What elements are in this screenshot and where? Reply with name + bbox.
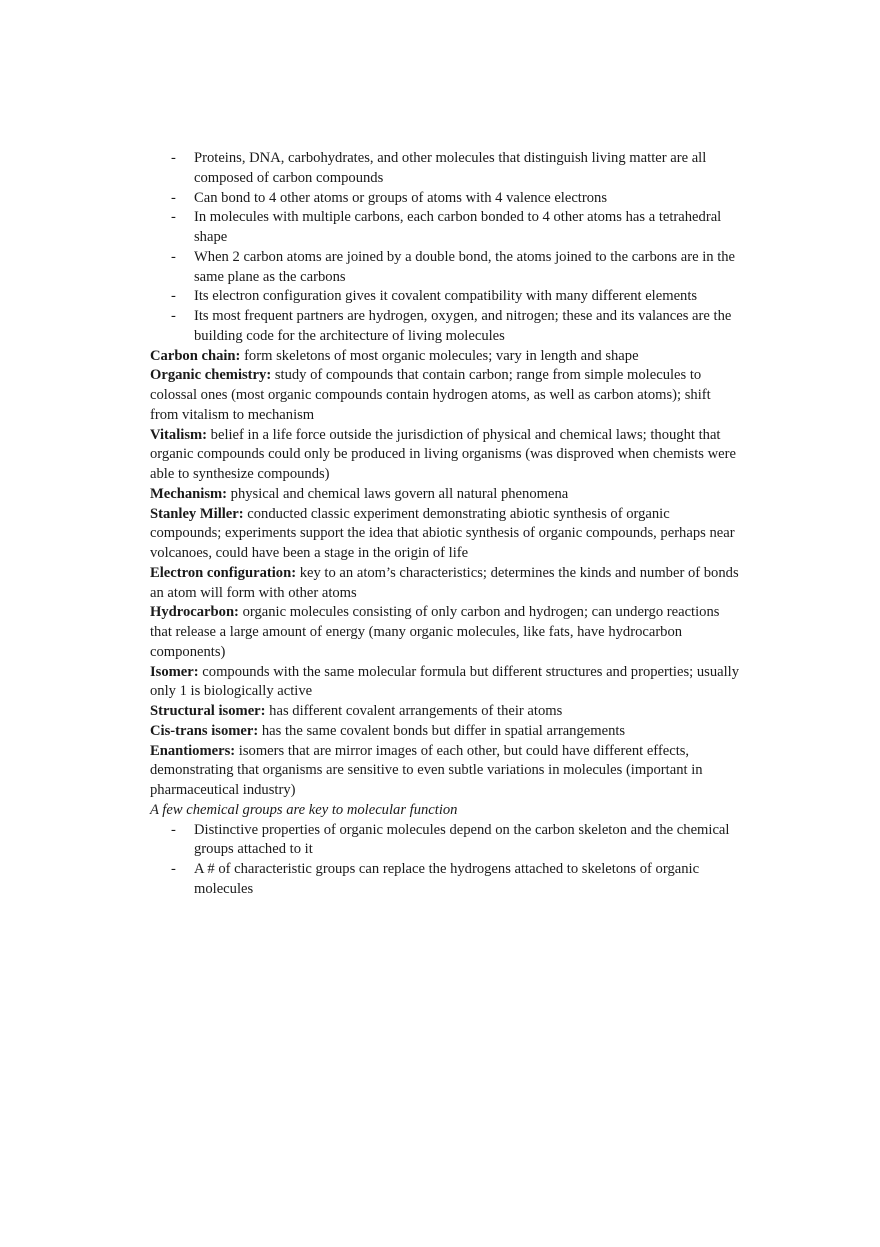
- list-item: [150, 860, 740, 900]
- bullet-list-top: [150, 149, 740, 347]
- definition-term: Hydrocarbon:: [150, 604, 239, 621]
- definition-term: Carbon chain:: [150, 347, 241, 364]
- definition-text: organic molecules consisting of only carbon and hydrogen; can undergo reactions that release a large amount of energy (many organic molecules, like fats, have hydrocarbon components): [150, 604, 720, 660]
- definition-term: Mechanism:: [150, 485, 228, 502]
- definition-hydrocarbon: [150, 603, 740, 662]
- definition-stanley-miller: [150, 505, 740, 564]
- definition-term: Enantiomers:: [150, 742, 236, 759]
- bullet-marker: -: [171, 209, 176, 226]
- definition-text: has the same covalent bonds but differ in spatial arrangements: [258, 722, 626, 739]
- definition-term: Organic chemistry:: [150, 367, 272, 384]
- definition-term: Stanley Miller:: [150, 505, 244, 522]
- list-item: [150, 307, 740, 347]
- definition-text: belief in a life force outside the jurisdiction of physical and chemical laws; thought that organic compounds could only be produced in living organisms (was disproved when chemists were able to synthesize compounds): [150, 426, 736, 482]
- list-item: [150, 248, 740, 288]
- bullet-marker: -: [171, 150, 176, 166]
- list-item-text: Its electron configuration gives it covalent compatibility with many different elements: [194, 288, 698, 305]
- definition-mechanism: [150, 485, 740, 505]
- list-item: [150, 208, 740, 248]
- definition-vitalism: [150, 426, 740, 485]
- bullet-marker: -: [171, 288, 176, 305]
- list-item: [150, 821, 740, 861]
- definition-carbon-chain: [150, 347, 740, 367]
- definition-text: conducted classic experiment demonstrating abiotic synthesis of organic compounds; experiments support the idea that abiotic synthesis of organic compounds, perhaps near volcanoes, could have been a stage in the origin of life: [150, 505, 735, 561]
- bullet-marker: -: [171, 308, 176, 324]
- bullet-list-bottom: [150, 821, 740, 900]
- definition-text: form skeletons of most organic molecules; vary in length and shape: [240, 347, 639, 364]
- definition-isomer: [150, 663, 740, 703]
- list-item: [150, 189, 740, 209]
- list-item-text: Can bond to 4 other atoms or groups of atoms with 4 valence electrons: [194, 189, 607, 206]
- bullet-marker: -: [171, 821, 176, 838]
- definition-text: key to an atom’s characteristics; determines the kinds and number of bonds an atom will form with other atoms: [150, 564, 739, 601]
- definition-text: physical and chemical laws govern all natural phenomena: [227, 485, 569, 502]
- definition-text: has different covalent arrangements of their atoms: [265, 703, 563, 719]
- definition-enantiomers: [150, 742, 740, 801]
- definition-term: Vitalism:: [150, 426, 208, 443]
- list-item-text: A # of characteristic groups can replace the hydrogens attached to skeletons of organic molecules: [194, 861, 700, 897]
- definition-organic-chemistry: [150, 366, 740, 425]
- list-item: [150, 287, 740, 307]
- section-heading: A few chemical groups are key to molecular function: [150, 801, 458, 818]
- bullet-marker: -: [171, 248, 176, 265]
- definition-text: study of compounds that contain carbon; range from simple molecules to colossal ones (most organic compounds contain hydrogen atoms, as well as carbon atoms); shift from vitalism to mechanism: [150, 367, 711, 423]
- definition-term: Structural isomer:: [150, 703, 266, 719]
- definition-cis-trans-isomer: [150, 722, 740, 742]
- list-item: [150, 149, 740, 189]
- document-body: [150, 149, 740, 900]
- definition-text: compounds with the same molecular formula but different structures and properties; usually only 1 is biologically active: [150, 663, 740, 700]
- bullet-marker: -: [171, 189, 176, 206]
- list-item-text: Distinctive properties of organic molecules depend on the carbon skeleton and the chemical groups attached to it: [194, 821, 730, 858]
- definition-electron-configuration: [150, 564, 740, 604]
- list-item-text: When 2 carbon atoms are joined by a double bond, the atoms joined to the carbons are in the same plane as the carbons: [194, 248, 736, 285]
- list-item-text: In molecules with multiple carbons, each carbon bonded to 4 other atoms has a tetrahedral shape: [194, 209, 722, 245]
- list-item-text: Its most frequent partners are hydrogen, oxygen, and nitrogen; these and its valances are the building code for the architecture of living molecules: [194, 308, 732, 344]
- definition-term: Cis-trans isomer:: [150, 722, 259, 739]
- definition-term: Isomer:: [150, 663, 199, 680]
- definition-term: Electron configuration:: [150, 564, 297, 581]
- definition-structural-isomer: [150, 702, 740, 722]
- list-item-text: Proteins, DNA, carbohydrates, and other molecules that distinguish living matter are all composed of carbon compounds: [194, 150, 707, 186]
- definition-text: isomers that are mirror images of each other, but could have different effects, demonstrating that organisms are sensitive to even subtle variations in molecules (important in pharmaceutical industry): [150, 742, 703, 798]
- bullet-marker: -: [171, 861, 176, 877]
